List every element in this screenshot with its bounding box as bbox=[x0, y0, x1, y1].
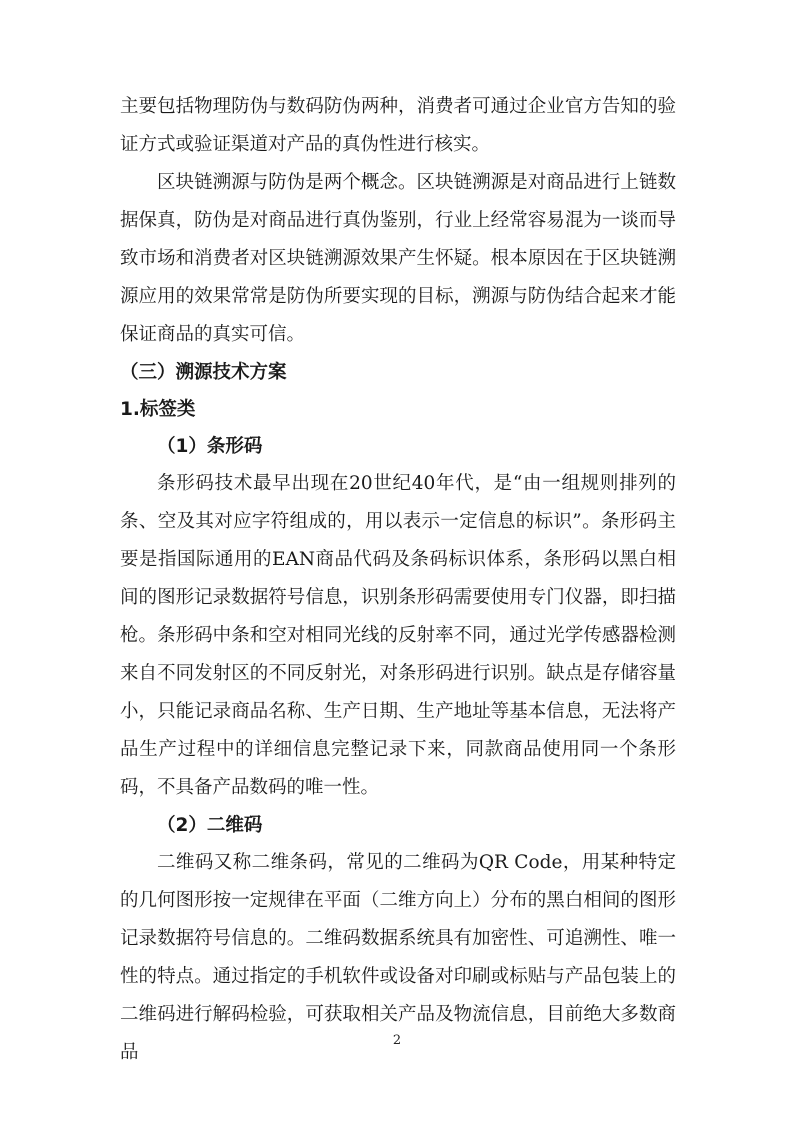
item-heading-qrcode: （2）二维码 bbox=[157, 815, 263, 836]
paragraph-qrcode: 二维码又称二维条码，常见的二维码为QR Code，用某种特定的几何图形按一定规律在平面（二维方向上）分布的黑白相间的图形记录数据符号信息的。二维码数据系统具有加密性、可追溯性、唯一性的特点。通过指定的手机软件或设备对印刷或标贴与产品包装上的二维码进行解码检验，可获取相关产品及物流信息，目前绝大多数商品 bbox=[120, 852, 676, 1063]
section-heading-traceability-solutions: （三）溯源技术方案 bbox=[120, 362, 287, 383]
subsection-heading-labels: 1.标签类 bbox=[120, 399, 196, 420]
paragraph-anti-counterfeit-types: 主要包括物理防伪与数码防伪两种，消费者可通过企业官方告知的验证方式或验证渠道对产品的真伪性进行核实。 bbox=[120, 96, 676, 155]
item-heading-barcode: （1）条形码 bbox=[157, 436, 263, 457]
document-body bbox=[120, 88, 676, 1072]
page-number: 2 bbox=[392, 1033, 402, 1048]
paragraph-barcode: 条形码技术最早出现在20世纪40年代，是“由一组规则排列的条、空及其对应字符组成的，用以表示一定信息的标识”。条形码主要是指国际通用的EAN商品代码及条码标识体系，条形码以黑白相间的图形记录数据符号信息，识别条形码需要使用专门仪器，即扫描枪。条形码中条和空对相同光线的反射率不同，通过光学传感器检测来自不同发射区的不同反射光，对条形码进行识别。缺点是存储容量小，只能记录商品名称、生产日期、生产地址等基本信息，无法将产品生产过程中的详细信息完整记录下来，同款商品使用同一个条形码，不具备产品数码的唯一性。 bbox=[120, 473, 676, 798]
paragraph-traceability-vs-anti-counterfeit: 区块链溯源与防伪是两个概念。区块链溯源是对商品进行上链数据保真，防伪是对商品进行真伪鉴别，行业上经常容易混为一谈而导致市场和消费者对区块链溯源效果产生怀疑。根本原因在于区块链溯源应用的效果常常是防伪所要实现的目标，溯源与防伪结合起来才能保证商品的真实可信。 bbox=[120, 172, 676, 345]
